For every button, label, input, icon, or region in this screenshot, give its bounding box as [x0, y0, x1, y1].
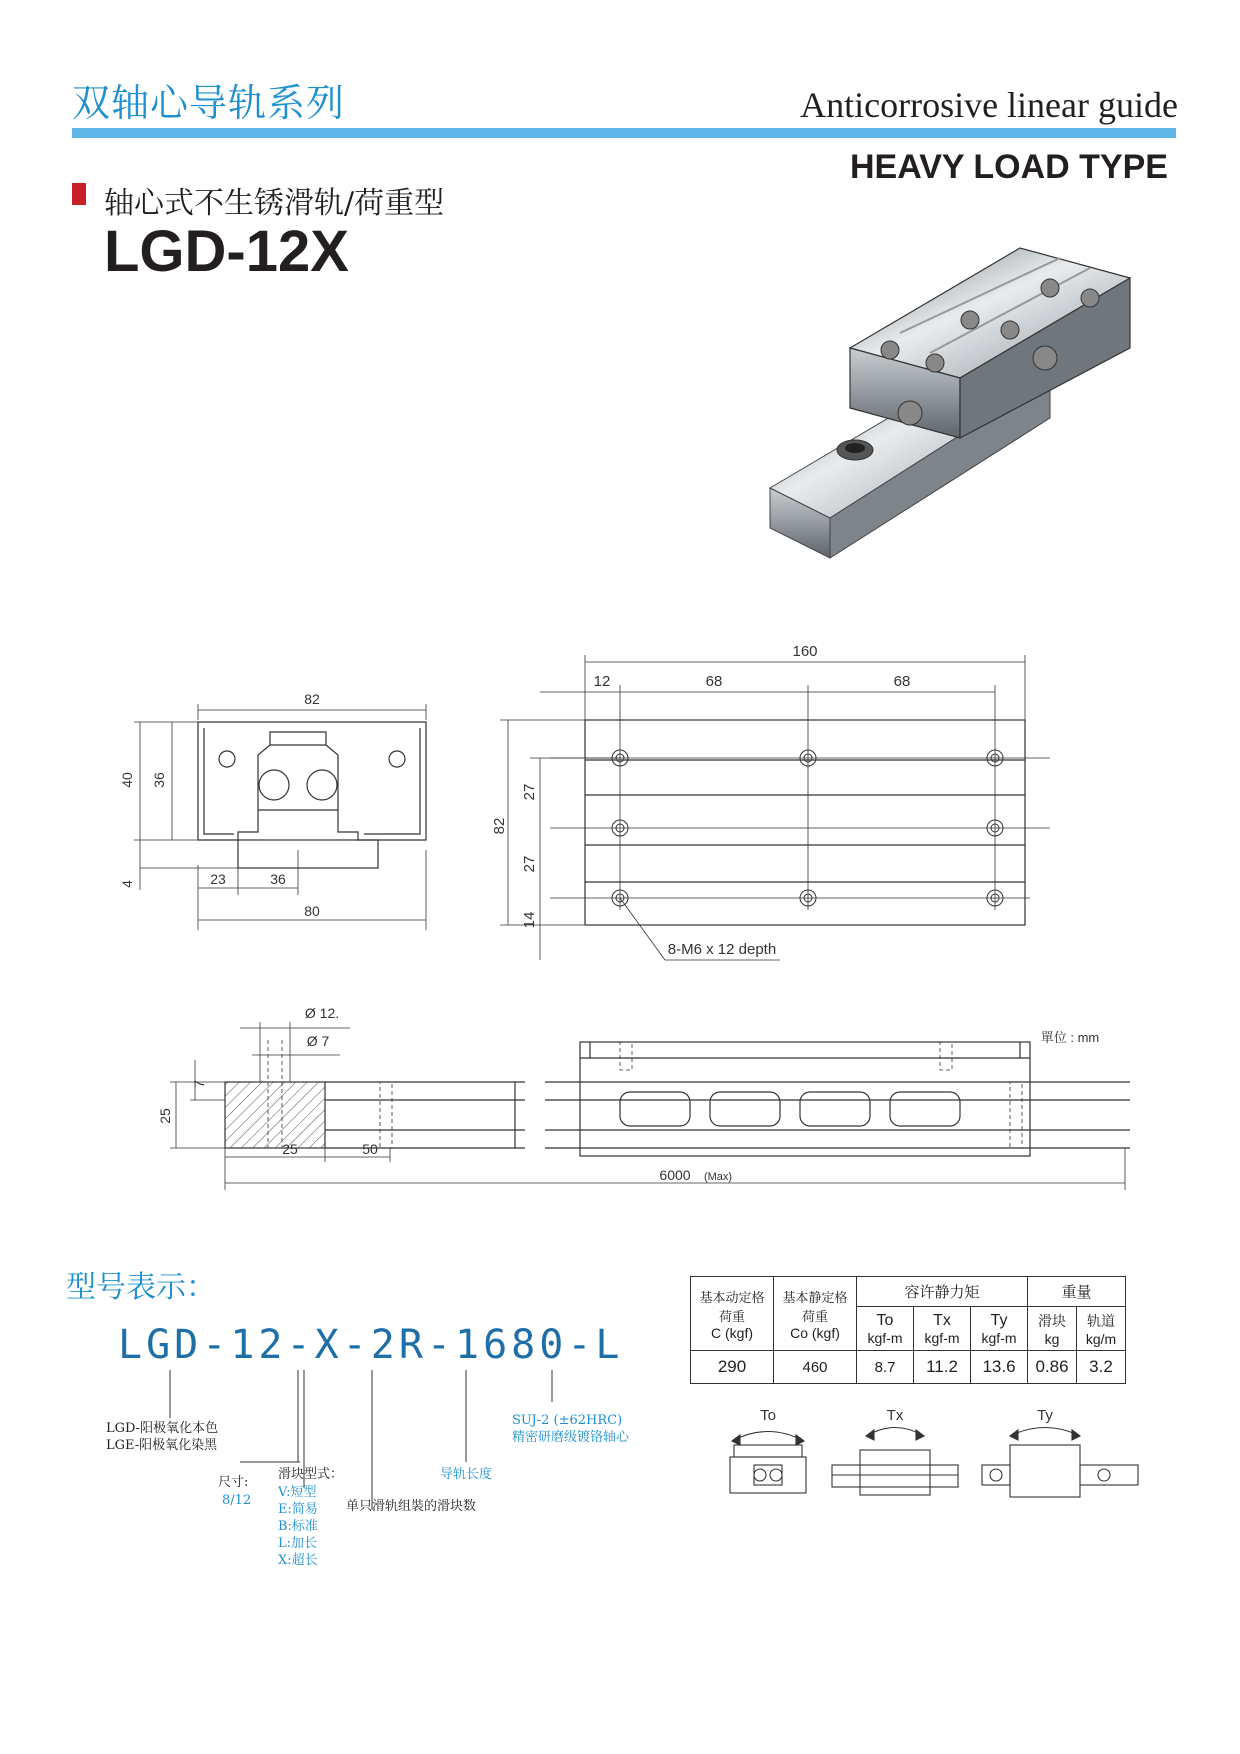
- plan-view-drawing: [490, 620, 1050, 980]
- value-to: 8.7: [857, 1351, 914, 1384]
- value-ty: 13.6: [971, 1351, 1028, 1384]
- moment-header: 容许静力矩: [857, 1277, 1028, 1307]
- dynamic-load-header: [691, 1277, 774, 1351]
- ty-label: Ty: [990, 1311, 1008, 1329]
- dynamic-load-header-2: 荷重: [718, 1309, 745, 1325]
- tx-unit: kgf-m: [924, 1329, 960, 1346]
- dim-height-40: 40: [119, 772, 135, 788]
- rail-length-note: 导轨长度: [440, 1467, 493, 1482]
- series-english-title: Anticorrosive linear guide: [800, 85, 1178, 125]
- cross-section-drawing: [88, 660, 458, 970]
- dim-vert-27a: 27: [521, 783, 538, 801]
- static-load-header: [774, 1277, 857, 1351]
- value-rail-weight: 3.2: [1077, 1351, 1126, 1384]
- value-static-load: 460: [774, 1351, 857, 1384]
- dynamic-load-header-1: 基本动定格: [699, 1290, 765, 1306]
- model-title: LGD-12X: [104, 219, 349, 284]
- static-load-header-2: 荷重: [801, 1309, 828, 1325]
- static-load-header-1: 基本静定格: [782, 1290, 848, 1306]
- section-marker: [72, 183, 86, 205]
- diagram-ty-label: Ty: [1037, 1407, 1053, 1424]
- dim-diameter-12: Ø 12.: [304, 1005, 340, 1021]
- tx-header: [914, 1307, 971, 1351]
- rail-weight-header: [1077, 1307, 1126, 1351]
- weight-header: 重量: [1028, 1277, 1126, 1307]
- block-qty-note: 单只滑轨组裝的滑块数: [346, 1499, 477, 1514]
- dim-end-25: 25: [282, 1141, 298, 1157]
- finish-note-2: LGE-阳极氧化染黑: [106, 1438, 218, 1453]
- series-title: 双轴心导轨系列: [72, 81, 346, 125]
- rail-side-drawing: [140, 1000, 1150, 1230]
- to-unit: kgf-m: [867, 1329, 903, 1346]
- dim-pitch-2: 68: [893, 673, 911, 690]
- model-code-example: LGD-12-X-2R-1680-L: [118, 1322, 624, 1368]
- model-code-title: 型号表示：: [66, 1270, 216, 1305]
- dim-rail-length-note: (Max): [703, 1171, 733, 1183]
- ty-unit: kgf-m: [981, 1329, 1017, 1346]
- value-dynamic-load: 290: [691, 1351, 774, 1384]
- product-subtitle: 轴心式不生锈滑轨/荷重型: [104, 186, 445, 221]
- block-weight-unit: kg: [1044, 1330, 1060, 1347]
- dim-rail-7: 7: [191, 1080, 207, 1088]
- shaft-note-2: 精密研磨级镀铬轴心: [512, 1430, 630, 1445]
- ty-header: [971, 1307, 1028, 1351]
- dynamic-load-unit: C (kgf): [711, 1324, 753, 1341]
- rail-weight-unit: kg/m: [1085, 1330, 1117, 1347]
- to-header: [857, 1307, 914, 1351]
- dim-height-4: 4: [119, 880, 135, 888]
- finish-note-1: LGD-阳极氧化本色: [106, 1421, 219, 1436]
- dim-height-36: 36: [151, 772, 167, 788]
- spec-table: [690, 1276, 1126, 1384]
- dim-bottom-width: 80: [304, 903, 320, 919]
- dim-vert-27b: 27: [521, 855, 538, 873]
- tx-label: Tx: [933, 1311, 951, 1329]
- dim-rail-length: 6000: [659, 1167, 691, 1183]
- block-type-b: B:标准: [278, 1519, 318, 1534]
- block-type-l: L:加长: [278, 1536, 318, 1551]
- type-label: HEAVY LOAD TYPE: [849, 148, 1168, 186]
- static-load-unit: Co (kgf): [790, 1324, 840, 1341]
- block-weight-label: 滑块: [1038, 1313, 1066, 1330]
- diagram-tx-label: Tx: [886, 1407, 904, 1424]
- dim-pitch-1: 68: [705, 673, 723, 690]
- to-label: To: [876, 1311, 894, 1329]
- dim-offset: 12: [593, 673, 611, 690]
- value-block-weight: 0.86: [1028, 1351, 1077, 1384]
- dim-width: 82: [491, 817, 508, 835]
- block-type-v: V:短型: [278, 1485, 317, 1500]
- rail-weight-label: 轨道: [1087, 1313, 1115, 1330]
- block-type-x: X:超长: [278, 1553, 318, 1568]
- dim-top-width: 82: [304, 691, 320, 707]
- block-type-label: 滑块型式：: [278, 1467, 344, 1482]
- block-weight-header: [1028, 1307, 1077, 1351]
- dim-rail-height: 25: [157, 1108, 173, 1124]
- dim-length: 160: [792, 643, 818, 660]
- dim-vert-14: 14: [521, 911, 538, 929]
- value-tx: 11.2: [914, 1351, 971, 1384]
- header-divider: [72, 128, 1176, 138]
- block-type-e: E:简易: [278, 1502, 318, 1517]
- product-photo: [760, 238, 1160, 578]
- dim-width-36: 36: [270, 871, 286, 887]
- shaft-note-1: SUJ-2 (±62HRC): [512, 1413, 623, 1428]
- dim-diameter-7: Ø 7: [306, 1033, 330, 1049]
- size-label: 尺寸:: [218, 1475, 249, 1490]
- moment-diagrams: [720, 1405, 1160, 1515]
- unit-label: 單位 : mm: [1040, 1030, 1100, 1045]
- dim-width-23: 23: [210, 871, 226, 887]
- size-value: 8/12: [222, 1493, 252, 1508]
- diagram-to-label: To: [760, 1407, 776, 1424]
- hole-spec: 8-M6 x 12 depth: [667, 941, 777, 958]
- dim-pitch-50: 50: [362, 1141, 378, 1157]
